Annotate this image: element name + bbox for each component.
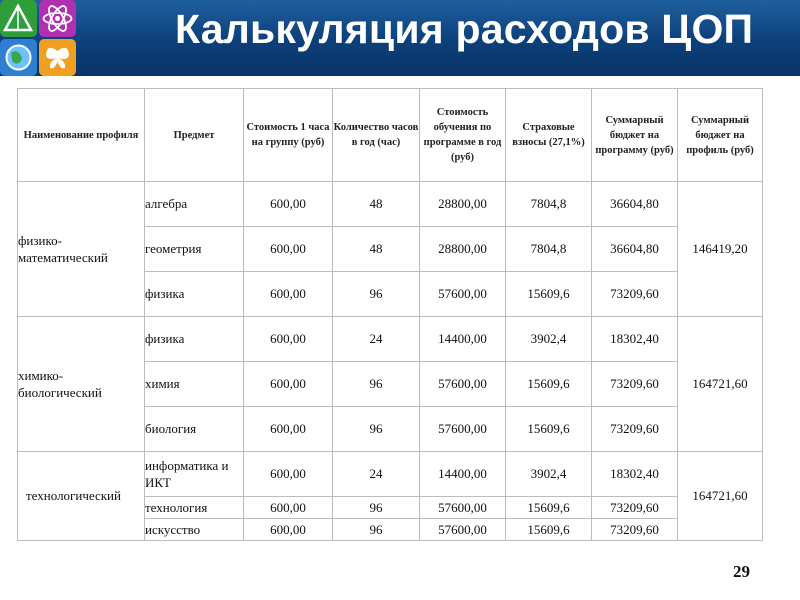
column-header: Предмет — [145, 89, 244, 182]
annual-cell: 57600,00 — [420, 272, 506, 317]
atom-icon — [39, 0, 76, 37]
annual-cell: 14400,00 — [420, 317, 506, 362]
hours-cell: 24 — [333, 452, 420, 497]
butterfly-icon — [39, 39, 76, 76]
hours-cell: 48 — [333, 182, 420, 227]
cost-cell: 600,00 — [244, 519, 333, 541]
program-budget-cell: 73209,60 — [592, 519, 678, 541]
annual-cell: 28800,00 — [420, 182, 506, 227]
hours-cell: 24 — [333, 317, 420, 362]
subject-cell: технология — [145, 497, 244, 519]
table-row — [18, 182, 763, 227]
subject-cell: искусство — [145, 519, 244, 541]
cost-cell: 600,00 — [244, 317, 333, 362]
program-budget-cell: 36604,80 — [592, 182, 678, 227]
annual-cell: 57600,00 — [420, 407, 506, 452]
annual-cell: 57600,00 — [420, 362, 506, 407]
column-header: Количество часов в год (час) — [333, 89, 420, 182]
cost-cell: 600,00 — [244, 227, 333, 272]
annual-cell: 14400,00 — [420, 452, 506, 497]
globe-icon — [0, 39, 37, 76]
school-logo — [0, 0, 76, 76]
table-row — [18, 317, 763, 362]
slide-header — [0, 0, 800, 76]
cost-cell: 600,00 — [244, 407, 333, 452]
hours-cell: 96 — [333, 407, 420, 452]
insurance-cell: 15609,6 — [506, 407, 592, 452]
subject-cell: информатика и ИКТ — [145, 452, 244, 497]
hours-cell: 96 — [333, 362, 420, 407]
hours-cell: 96 — [333, 519, 420, 541]
profile-budget-cell: 164721,60 — [678, 452, 763, 541]
annual-cell: 57600,00 — [420, 519, 506, 541]
profile-budget-cell: 164721,60 — [678, 317, 763, 452]
column-header: Суммарный бюджет на программу (руб) — [592, 89, 678, 182]
subject-cell: геометрия — [145, 227, 244, 272]
table-header-row — [18, 89, 763, 182]
subject-cell: алгебра — [145, 182, 244, 227]
subject-cell: химия — [145, 362, 244, 407]
hours-cell: 96 — [333, 272, 420, 317]
program-budget-cell: 73209,60 — [592, 272, 678, 317]
insurance-cell: 15609,6 — [506, 362, 592, 407]
insurance-cell: 15609,6 — [506, 519, 592, 541]
table-row — [18, 452, 763, 497]
cost-cell: 600,00 — [244, 362, 333, 407]
program-budget-cell: 18302,40 — [592, 452, 678, 497]
profile-cell: технологический — [18, 452, 145, 541]
triangle-compass-icon — [0, 0, 37, 37]
subject-cell: физика — [145, 272, 244, 317]
column-header: Страховые взносы (27,1%) — [506, 89, 592, 182]
column-header: Наименование профиля — [18, 89, 145, 182]
hours-cell: 48 — [333, 227, 420, 272]
page-number: 29 — [733, 562, 750, 581]
insurance-cell: 15609,6 — [506, 497, 592, 519]
annual-cell: 57600,00 — [420, 497, 506, 519]
insurance-cell: 7804,8 — [506, 182, 592, 227]
slide-title: Калькуляция расходов ЦОП — [175, 6, 754, 52]
subject-cell: физика — [145, 317, 244, 362]
program-budget-cell: 73209,60 — [592, 362, 678, 407]
column-header: Стоимость обучения по программе в год (руб) — [420, 89, 506, 182]
profile-cell: химико-биологический — [18, 317, 145, 452]
cost-cell: 600,00 — [244, 182, 333, 227]
cost-cell: 600,00 — [244, 497, 333, 519]
column-header: Стоимость 1 часа на группу (руб) — [244, 89, 333, 182]
program-budget-cell: 73209,60 — [592, 497, 678, 519]
insurance-cell: 15609,6 — [506, 272, 592, 317]
insurance-cell: 7804,8 — [506, 227, 592, 272]
subject-cell: биология — [145, 407, 244, 452]
program-budget-cell: 36604,80 — [592, 227, 678, 272]
column-header: Суммарный бюджет на профиль (руб) — [678, 89, 763, 182]
hours-cell: 96 — [333, 497, 420, 519]
profile-cell: физико-математический — [18, 182, 145, 317]
cost-cell: 600,00 — [244, 452, 333, 497]
cost-calculation-table — [17, 88, 763, 541]
annual-cell: 28800,00 — [420, 227, 506, 272]
cost-cell: 600,00 — [244, 272, 333, 317]
insurance-cell: 3902,4 — [506, 452, 592, 497]
program-budget-cell: 18302,40 — [592, 317, 678, 362]
profile-budget-cell: 146419,20 — [678, 182, 763, 317]
program-budget-cell: 73209,60 — [592, 407, 678, 452]
insurance-cell: 3902,4 — [506, 317, 592, 362]
